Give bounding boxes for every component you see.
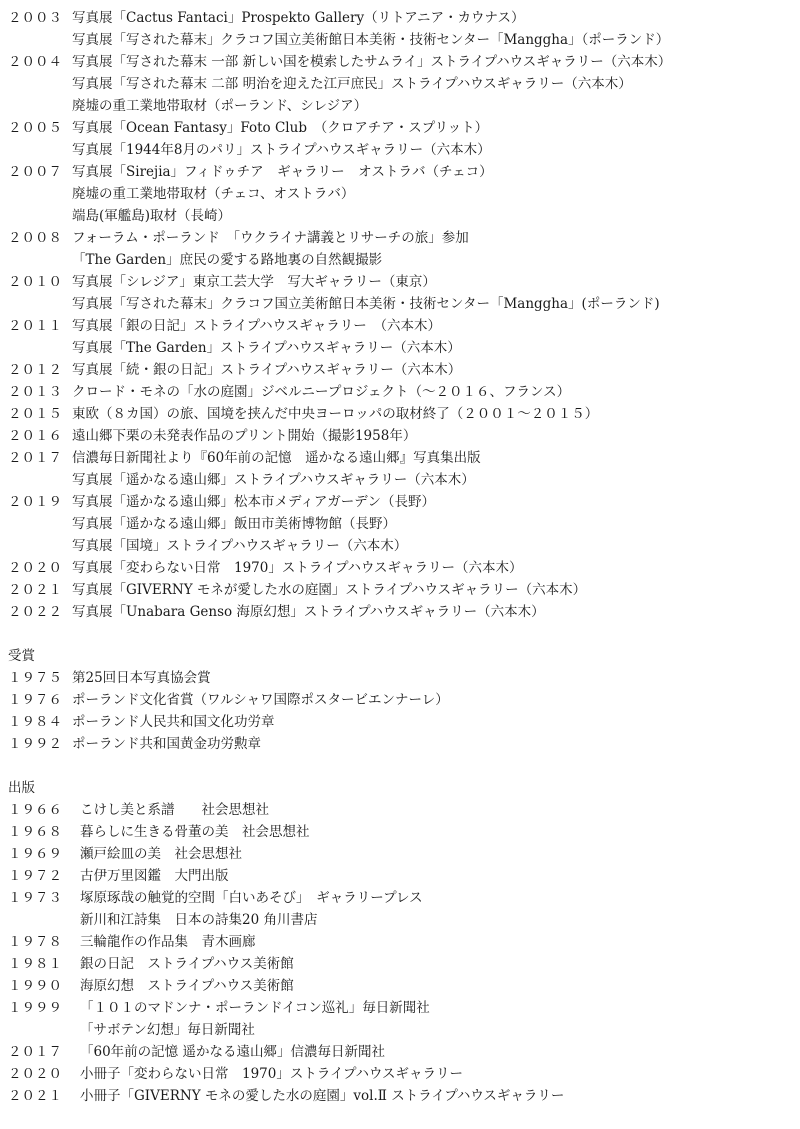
publication-entry <box>8 1041 800 1063</box>
publication-entry <box>8 843 800 865</box>
entry-year <box>8 535 72 557</box>
entry-text: 信濃毎日新聞社より『60年前の記憶 遥かなる遠山郷』写真集出版 <box>72 450 481 466</box>
entry-year <box>8 95 72 117</box>
entry-year: ２００３ <box>8 10 62 26</box>
entry-text: 第25回日本写真協会賞 <box>72 670 211 686</box>
entry-year: ２０２０ <box>8 1066 62 1082</box>
entry-text: ポーランド文化省賞（ワルシャワ国際ポスタービエンナーレ） <box>72 692 449 708</box>
entry-year: １９７３ <box>8 890 62 906</box>
publication-entry <box>8 909 800 931</box>
entry-year <box>8 293 72 315</box>
publication-entry <box>8 887 800 909</box>
entry-year <box>8 1019 80 1041</box>
entry-text: 写真展「写された幕末」クラコフ国立美術館日本美術・技術センター「Manggha」（ポーランド） <box>72 32 670 48</box>
entry-text: 写真展「Cactus Fantaci」Prospekto Gallery（リトアニア・カウナス） <box>72 10 525 26</box>
section-spacer <box>8 755 800 777</box>
exhibition-entry <box>8 29 800 51</box>
entry-text: 小冊子「GIVERNY モネの愛した水の庭園」vol.Ⅱ ストライプハウスギャラリー <box>80 1088 565 1104</box>
exhibition-entry <box>8 425 800 447</box>
awards-list <box>8 667 800 755</box>
exhibition-entry <box>8 579 800 601</box>
entry-year: １９６８ <box>8 824 62 840</box>
entry-year: １９６９ <box>8 846 62 862</box>
entry-year: ２００７ <box>8 164 62 180</box>
entry-year: ２０１７ <box>8 1044 62 1060</box>
entry-year <box>8 205 72 227</box>
entry-year <box>8 337 72 359</box>
entry-text: 写真展「銀の日記」ストライプハウスギャラリー （六本木） <box>72 318 441 334</box>
exhibition-entry <box>8 601 800 623</box>
exhibition-entry <box>8 95 800 117</box>
exhibition-entry <box>8 557 800 579</box>
entry-year: １９７８ <box>8 934 62 950</box>
entry-year: ２０１５ <box>8 406 62 422</box>
award-entry <box>8 667 800 689</box>
entry-text: 三輪龍作の作品集 青木画廊 <box>80 934 256 950</box>
awards-heading: 受賞 <box>8 648 35 664</box>
entry-text: 写真展「変わらない日常 1970」ストライプハウスギャラリー（六本木） <box>72 560 523 576</box>
publication-entry <box>8 1085 800 1107</box>
exhibition-entry <box>8 117 800 139</box>
exhibition-entry <box>8 447 800 469</box>
publication-entry <box>8 799 800 821</box>
exhibition-entry <box>8 249 800 271</box>
entry-text: 写真展「The Garden」ストライプハウスギャラリー（六本木） <box>72 340 461 356</box>
award-entry <box>8 689 800 711</box>
entry-text: ポーランド共和国黄金功労勲章 <box>72 736 261 752</box>
entry-text: 古伊万里図鑑 大門出版 <box>80 868 229 884</box>
entry-year: ２０１６ <box>8 428 62 444</box>
exhibition-entry <box>8 315 800 337</box>
exhibition-entry <box>8 337 800 359</box>
exhibitions-list <box>8 7 800 623</box>
entry-year <box>8 249 72 271</box>
award-entry <box>8 733 800 755</box>
entry-year <box>8 29 72 51</box>
entry-text: 遠山郷下栗の未発表作品のプリント開始（撮影1958年） <box>72 428 417 444</box>
entry-text: 海原幻想 ストライプハウス美術館 <box>80 978 294 994</box>
exhibition-entry <box>8 51 800 73</box>
publication-entry <box>8 931 800 953</box>
entry-text: 写真展「1944年8月のパリ」ストライプハウスギャラリー（六本木） <box>72 142 491 158</box>
award-entry <box>8 711 800 733</box>
entry-text: 端島(軍艦島)取材（長崎） <box>72 208 232 224</box>
entry-text: 写真展「続・銀の日記」ストライプハウスギャラリー（六本木） <box>72 362 462 378</box>
publication-entry <box>8 865 800 887</box>
entry-year: １９６６ <box>8 802 62 818</box>
publication-entry <box>8 1063 800 1085</box>
exhibition-entry <box>8 139 800 161</box>
entry-year: １９７６ <box>8 692 62 708</box>
entry-year <box>8 73 72 95</box>
exhibition-entry <box>8 183 800 205</box>
entry-year <box>8 139 72 161</box>
entry-year: ２０１１ <box>8 318 62 334</box>
publication-entry <box>8 975 800 997</box>
entry-text: 写真展「Unabara Genso 海原幻想」ストライプハウスギャラリー（六本木） <box>72 604 545 620</box>
publications-list <box>8 799 800 1107</box>
entry-year <box>8 909 80 931</box>
exhibition-entry <box>8 381 800 403</box>
entry-year: ２０１３ <box>8 384 62 400</box>
entry-text: 写真展「国境」ストライプハウスギャラリー（六本木） <box>72 538 408 554</box>
entry-text: 写真展「遥かなる遠山郷」ストライプハウスギャラリー（六本木） <box>72 472 475 488</box>
entry-text: 写真展「写された幕末 一部 新しい国を模索したサムライ」ストライプハウスギャラリー（六本木） <box>72 54 672 70</box>
entry-year: ２０１９ <box>8 494 62 510</box>
entry-text: 「１０１のマドンナ・ポーランドイコン巡礼」毎日新聞社 <box>80 1000 430 1016</box>
entry-text: ポーランド人民共和国文化功労章 <box>72 714 275 730</box>
exhibition-entry <box>8 403 800 425</box>
entry-year: １９９９ <box>8 1000 62 1016</box>
exhibition-entry <box>8 491 800 513</box>
entry-text: 写真展「写された幕末」クラコフ国立美術館日本美術・技術センター「Manggha」(ポーランド) <box>72 296 660 312</box>
entry-year: ２０２１ <box>8 582 62 598</box>
entry-text: 銀の日記 ストライプハウス美術館 <box>80 956 294 972</box>
entry-text: 写真展「シレジア」東京工芸大学 写大ギャラリー（東京） <box>72 274 436 290</box>
entry-year: １９８４ <box>8 714 62 730</box>
exhibition-entry <box>8 7 800 29</box>
entry-year: ２００４ <box>8 54 62 70</box>
entry-year: １９７５ <box>8 670 62 686</box>
entry-text: 「サボテン幻想」毎日新聞社 <box>80 1022 255 1038</box>
exhibition-entry <box>8 205 800 227</box>
exhibition-entry <box>8 227 800 249</box>
entry-year: ２０２０ <box>8 560 62 576</box>
entry-text: 写真展「Ocean Fantasy」Foto Club （クロアチア・スプリット） <box>72 120 489 136</box>
entry-year: １９８１ <box>8 956 62 972</box>
exhibition-entry <box>8 469 800 491</box>
entry-text: 「60年前の記憶 遥かなる遠山郷」信濃毎日新聞社 <box>80 1044 385 1060</box>
entry-year: ２０２１ <box>8 1088 62 1104</box>
entry-year: １９７２ <box>8 868 62 884</box>
entry-year: １９９２ <box>8 736 62 752</box>
entry-year: １９９０ <box>8 978 62 994</box>
exhibition-entry <box>8 73 800 95</box>
entry-year <box>8 513 72 535</box>
publication-entry <box>8 997 800 1019</box>
entry-text: フォーラム・ポーランド 「ウクライナ講義とリサーチの旅」参加 <box>72 230 469 246</box>
entry-text: 瀬戸絵皿の美 社会思想社 <box>80 846 242 862</box>
entry-year: ２００８ <box>8 230 62 246</box>
exhibition-entry <box>8 513 800 535</box>
entry-text: 写真展「写された幕末 二部 明治を迎えた江戸庶民」ストライプハウスギャラリー（六本木） <box>72 76 632 92</box>
entry-text: 新川和江詩集 日本の詩集20 角川書店 <box>80 912 318 928</box>
entry-text: 東欧（８カ国）の旅、国境を挟んだ中央ヨーロッパの取材終了（２００１～２０１５） <box>72 406 599 422</box>
exhibition-entry <box>8 271 800 293</box>
publication-entry <box>8 1019 800 1041</box>
entry-year: ２０１２ <box>8 362 62 378</box>
entry-year: ２０１０ <box>8 274 62 290</box>
entry-year <box>8 469 72 491</box>
exhibition-entry <box>8 359 800 381</box>
entry-year: ２０２２ <box>8 604 62 620</box>
entry-year: ２００５ <box>8 120 62 136</box>
entry-text: 写真展「遥かなる遠山郷」松本市メディアガーデン（長野） <box>72 494 436 510</box>
entry-text: 小冊子「変わらない日常 1970」ストライプハウスギャラリー <box>80 1066 464 1082</box>
publication-entry <box>8 821 800 843</box>
exhibition-entry <box>8 535 800 557</box>
entry-text: 写真展「GIVERNY モネが愛した水の庭園」ストライプハウスギャラリー（六本木） <box>72 582 587 598</box>
exhibition-entry <box>8 161 800 183</box>
entry-text: 「The Garden」庶民の愛する路地裏の自然観撮影 <box>72 252 383 268</box>
entry-text: 写真展「Sirejia」フィドゥチア ギャラリー オストラバ（チェコ） <box>72 164 493 180</box>
entry-text: 暮らしに生きる骨董の美 社会思想社 <box>80 824 310 840</box>
entry-year <box>8 183 72 205</box>
entry-text: クロード・モネの「水の庭園」ジベルニープロジェクト（～２０１６、フランス） <box>72 384 571 400</box>
entry-text: 塚原琢哉の触覚的空間「白いあそび」 ギャラリープレス <box>80 890 423 906</box>
publication-entry <box>8 953 800 975</box>
section-spacer <box>8 623 800 645</box>
entry-text: 写真展「遥かなる遠山郷」飯田市美術博物館（長野） <box>72 516 396 532</box>
entry-text: こけし美と系譜 社会思想社 <box>80 802 269 818</box>
exhibition-entry <box>8 293 800 315</box>
entry-text: 廃墟の重工業地帯取材（ポーランド、シレジア） <box>72 98 368 114</box>
publications-heading: 出版 <box>8 780 35 796</box>
entry-text: 廃墟の重工業地帯取材（チェコ、オストラバ） <box>72 186 355 202</box>
entry-year: ２０１７ <box>8 450 62 466</box>
